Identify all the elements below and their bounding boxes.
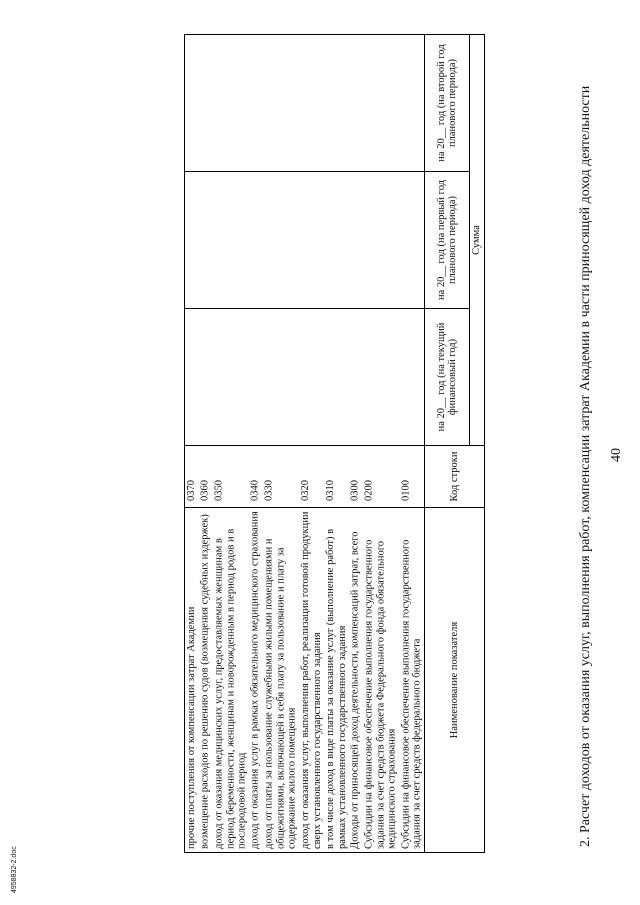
row-name-cell: доход от оказания услуг, выполнения работ, реализации готовой продукции сверх установленного государственного задания: [299, 508, 324, 853]
row-code-cell: 0360: [199, 446, 213, 508]
row-first-plan-year-cell: [249, 172, 263, 309]
table-body: [185, 35, 425, 853]
row-code-cell: 0340: [249, 446, 263, 508]
row-second-plan-year-cell: [185, 35, 199, 172]
row-second-plan-year-cell: [363, 35, 400, 172]
row-code-cell: 0370: [185, 446, 199, 508]
row-name-cell: Доходы от приносящей доход деятельности, компенсаций затрат, всего: [349, 508, 363, 853]
row-current-year-cell: [213, 309, 250, 446]
row-name-cell: доход от оказания услуг в рамках обязательного медицинского страхования: [249, 508, 263, 853]
row-first-plan-year-cell: [199, 172, 213, 309]
row-first-plan-year-cell: [263, 172, 300, 309]
header-name: Наименование показателя: [425, 508, 485, 853]
table-row: [349, 35, 363, 853]
header-current-year: на 20__ год (на текущий финансовый год): [425, 309, 470, 446]
row-name-cell: доход от платы за пользование служебными жилыми помещениями и общежитиями, включающей в себя плату за пользование и плату за содержание жилого помещения: [263, 508, 300, 853]
table-row: [185, 35, 199, 853]
row-first-plan-year-cell: [185, 172, 199, 309]
row-name-cell: Субсидии на финансовое обеспечение выполнения государственного задания за счет средств бюджета Федерального фонда обязательного медицинского страхования: [363, 508, 400, 853]
row-second-plan-year-cell: [349, 35, 363, 172]
row-second-plan-year-cell: [263, 35, 300, 172]
row-code-cell: 0330: [263, 446, 300, 508]
table-row: [199, 35, 213, 853]
row-current-year-cell: [399, 309, 425, 446]
row-code-cell: 0350: [213, 446, 250, 508]
row-current-year-cell: [199, 309, 213, 446]
section-title: 2. Расчет доходов от оказания услуг, выполнения работ, компенсации затрат Академии в части приносящей доход деятельности: [578, 85, 593, 847]
header-first-plan-year: на 20__ год (на первый год планового периода): [425, 172, 470, 309]
row-code-cell: 0320: [299, 446, 324, 508]
row-second-plan-year-cell: [199, 35, 213, 172]
row-current-year-cell: [263, 309, 300, 446]
doc-footer-id: 4958832-2.doc: [11, 846, 18, 893]
table-row: [299, 35, 324, 853]
row-first-plan-year-cell: [349, 172, 363, 309]
row-name-cell: прочие поступления от компенсации затрат Академии: [185, 508, 199, 853]
row-name-cell: возмещение расходов по решению судов (возмещения судебных издержек): [199, 508, 213, 853]
row-first-plan-year-cell: [299, 172, 324, 309]
row-second-plan-year-cell: [324, 35, 349, 172]
table-row: [263, 35, 300, 853]
row-current-year-cell: [363, 309, 400, 446]
header-sum-group: Сумма: [470, 35, 485, 446]
row-first-plan-year-cell: [363, 172, 400, 309]
row-code-cell: 0300: [349, 446, 363, 508]
row-name-cell: Субсидии на финансовое обеспечение выполнения государственного задания за счет средств федерального бюджета: [399, 508, 425, 853]
row-name-cell: в том числе доход в виде платы за оказание услуг (выполнение работ) в рамках установленного государственного задания: [324, 508, 349, 853]
row-first-plan-year-cell: [399, 172, 425, 309]
row-second-plan-year-cell: [399, 35, 425, 172]
header-code: Код строки: [425, 446, 485, 508]
row-second-plan-year-cell: [249, 35, 263, 172]
row-second-plan-year-cell: [299, 35, 324, 172]
row-first-plan-year-cell: [213, 172, 250, 309]
row-code-cell: 0310: [324, 446, 349, 508]
row-current-year-cell: [349, 309, 363, 446]
table-row: [249, 35, 263, 853]
row-name-cell: доход от оказания медицинских услуг, предоставляемых женщинам в период беременности, женщинам и новорожденным в период родов и в послеродовой период: [213, 508, 250, 853]
table-row: [399, 35, 425, 853]
table-row: [213, 35, 250, 853]
row-current-year-cell: [249, 309, 263, 446]
row-code-cell: 0200: [363, 446, 400, 508]
row-current-year-cell: [185, 309, 199, 446]
row-current-year-cell: [324, 309, 349, 446]
table-row: [324, 35, 349, 853]
revenue-table: [185, 34, 486, 853]
row-code-cell: 0100: [399, 446, 425, 508]
header-second-plan-year: на 20__ год (на второй год планового периода): [425, 35, 470, 172]
row-current-year-cell: [299, 309, 324, 446]
table-row: [363, 35, 400, 853]
row-first-plan-year-cell: [324, 172, 349, 309]
page-number: 40: [609, 448, 624, 462]
row-second-plan-year-cell: [213, 35, 250, 172]
